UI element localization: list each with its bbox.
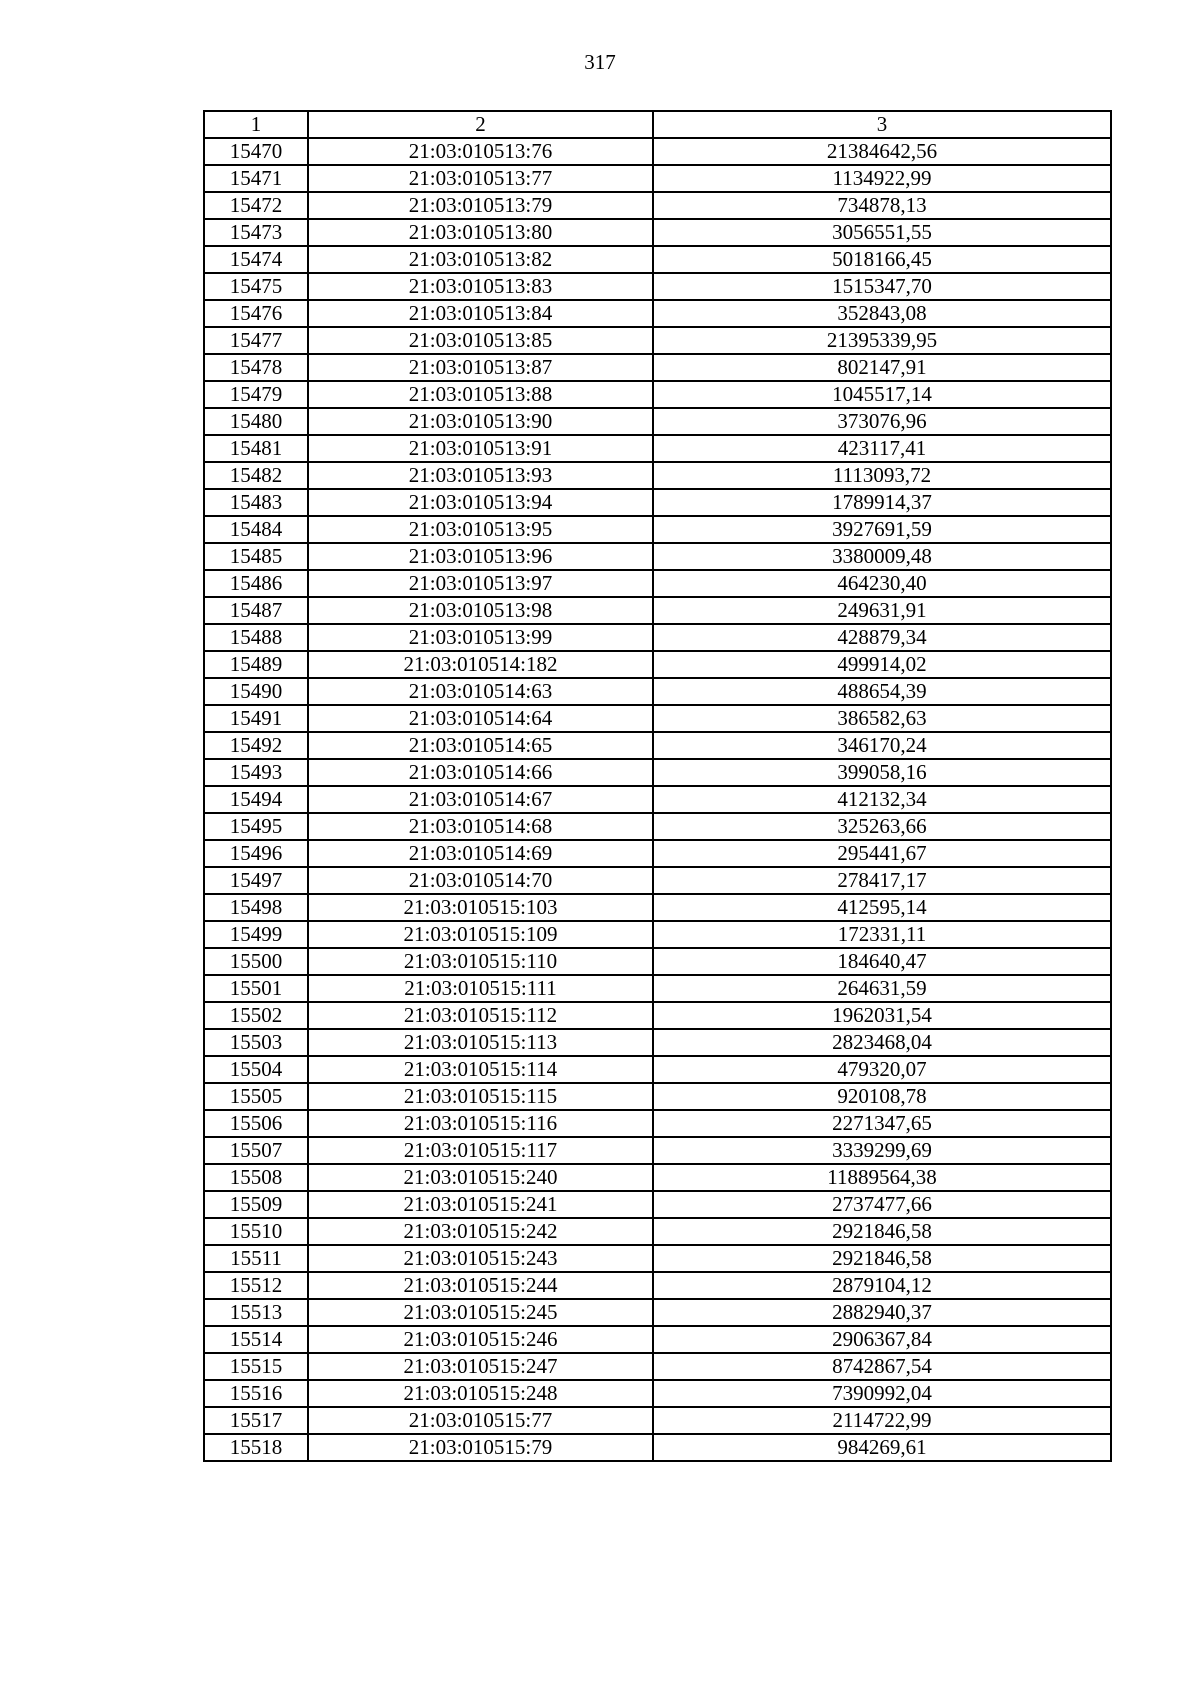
row-number-cell: 15513 — [204, 1299, 308, 1326]
value-cell: 278417,17 — [653, 867, 1111, 894]
table-row — [204, 570, 1111, 597]
cadastral-number-cell: 21:03:010515:111 — [308, 975, 653, 1002]
row-number-cell: 15504 — [204, 1056, 308, 1083]
row-number-cell: 15476 — [204, 300, 308, 327]
value-cell: 264631,59 — [653, 975, 1111, 1002]
value-cell: 11889564,38 — [653, 1164, 1111, 1191]
row-number-cell: 15483 — [204, 489, 308, 516]
row-number-cell: 15475 — [204, 273, 308, 300]
value-cell: 249631,91 — [653, 597, 1111, 624]
value-cell: 423117,41 — [653, 435, 1111, 462]
table-row — [204, 1299, 1111, 1326]
value-cell: 2879104,12 — [653, 1272, 1111, 1299]
table-header — [204, 111, 1111, 138]
cadastral-number-cell: 21:03:010515:115 — [308, 1083, 653, 1110]
value-cell: 1789914,37 — [653, 489, 1111, 516]
value-cell: 464230,40 — [653, 570, 1111, 597]
header-row — [204, 111, 1111, 138]
table-row — [204, 435, 1111, 462]
table-row — [204, 597, 1111, 624]
cadastral-number-cell: 21:03:010513:96 — [308, 543, 653, 570]
row-number-cell: 15497 — [204, 867, 308, 894]
cadastral-number-cell: 21:03:010513:99 — [308, 624, 653, 651]
table-row — [204, 462, 1111, 489]
value-cell: 5018166,45 — [653, 246, 1111, 273]
table-row — [204, 1110, 1111, 1137]
cadastral-number-cell: 21:03:010513:77 — [308, 165, 653, 192]
value-cell: 325263,66 — [653, 813, 1111, 840]
row-number-cell: 15480 — [204, 408, 308, 435]
column-header-2: 2 — [308, 111, 653, 138]
cadastral-number-cell: 21:03:010515:248 — [308, 1380, 653, 1407]
value-cell: 920108,78 — [653, 1083, 1111, 1110]
cadastral-number-cell: 21:03:010515:112 — [308, 1002, 653, 1029]
value-cell: 499914,02 — [653, 651, 1111, 678]
table-row — [204, 1029, 1111, 1056]
cadastral-number-cell: 21:03:010515:245 — [308, 1299, 653, 1326]
row-number-cell: 15487 — [204, 597, 308, 624]
row-number-cell: 15490 — [204, 678, 308, 705]
table-row — [204, 1353, 1111, 1380]
cadastral-number-cell: 21:03:010515:247 — [308, 1353, 653, 1380]
table-row — [204, 1164, 1111, 1191]
table-row — [204, 948, 1111, 975]
row-number-cell: 15482 — [204, 462, 308, 489]
table-row — [204, 759, 1111, 786]
column-header-3: 3 — [653, 111, 1111, 138]
row-number-cell: 15515 — [204, 1353, 308, 1380]
table-row — [204, 381, 1111, 408]
cadastral-number-cell: 21:03:010513:98 — [308, 597, 653, 624]
cadastral-number-cell: 21:03:010513:79 — [308, 192, 653, 219]
cadastral-number-cell: 21:03:010515:116 — [308, 1110, 653, 1137]
table-row — [204, 327, 1111, 354]
value-cell: 1045517,14 — [653, 381, 1111, 408]
cadastre-table — [203, 110, 1112, 1462]
row-number-cell: 15471 — [204, 165, 308, 192]
value-cell: 734878,13 — [653, 192, 1111, 219]
row-number-cell: 15489 — [204, 651, 308, 678]
table-row — [204, 489, 1111, 516]
value-cell: 2882940,37 — [653, 1299, 1111, 1326]
cadastral-number-cell: 21:03:010515:242 — [308, 1218, 653, 1245]
table-row — [204, 894, 1111, 921]
table-row — [204, 1137, 1111, 1164]
cadastral-number-cell: 21:03:010515:79 — [308, 1434, 653, 1461]
value-cell: 172331,11 — [653, 921, 1111, 948]
cadastral-number-cell: 21:03:010514:70 — [308, 867, 653, 894]
table-row — [204, 624, 1111, 651]
cadastral-number-cell: 21:03:010513:97 — [308, 570, 653, 597]
table-row — [204, 138, 1111, 165]
table-row — [204, 165, 1111, 192]
row-number-cell: 15477 — [204, 327, 308, 354]
value-cell: 386582,63 — [653, 705, 1111, 732]
value-cell: 21384642,56 — [653, 138, 1111, 165]
table-row — [204, 1434, 1111, 1461]
row-number-cell: 15474 — [204, 246, 308, 273]
row-number-cell: 15511 — [204, 1245, 308, 1272]
table-row — [204, 408, 1111, 435]
cadastral-number-cell: 21:03:010513:85 — [308, 327, 653, 354]
value-cell: 1962031,54 — [653, 1002, 1111, 1029]
cadastral-number-cell: 21:03:010515:109 — [308, 921, 653, 948]
cadastral-number-cell: 21:03:010513:94 — [308, 489, 653, 516]
table-row — [204, 678, 1111, 705]
row-number-cell: 15495 — [204, 813, 308, 840]
row-number-cell: 15492 — [204, 732, 308, 759]
row-number-cell: 15499 — [204, 921, 308, 948]
value-cell: 352843,08 — [653, 300, 1111, 327]
value-cell: 802147,91 — [653, 354, 1111, 381]
value-cell: 399058,16 — [653, 759, 1111, 786]
row-number-cell: 15491 — [204, 705, 308, 732]
value-cell: 346170,24 — [653, 732, 1111, 759]
cadastral-number-cell: 21:03:010515:243 — [308, 1245, 653, 1272]
value-cell: 428879,34 — [653, 624, 1111, 651]
row-number-cell: 15486 — [204, 570, 308, 597]
row-number-cell: 15505 — [204, 1083, 308, 1110]
table-row — [204, 1272, 1111, 1299]
page-number: 317 — [584, 50, 616, 74]
cadastral-number-cell: 21:03:010514:69 — [308, 840, 653, 867]
value-cell: 984269,61 — [653, 1434, 1111, 1461]
table-row — [204, 354, 1111, 381]
cadastral-number-cell: 21:03:010514:67 — [308, 786, 653, 813]
value-cell: 184640,47 — [653, 948, 1111, 975]
value-cell: 2823468,04 — [653, 1029, 1111, 1056]
cadastral-number-cell: 21:03:010513:93 — [308, 462, 653, 489]
row-number-cell: 15484 — [204, 516, 308, 543]
cadastral-number-cell: 21:03:010515:114 — [308, 1056, 653, 1083]
table-row — [204, 1083, 1111, 1110]
table-row — [204, 975, 1111, 1002]
table-body — [204, 138, 1111, 1461]
cadastral-number-cell: 21:03:010515:110 — [308, 948, 653, 975]
cadastral-number-cell: 21:03:010515:103 — [308, 894, 653, 921]
row-number-cell: 15479 — [204, 381, 308, 408]
value-cell: 488654,39 — [653, 678, 1111, 705]
cadastral-number-cell: 21:03:010514:68 — [308, 813, 653, 840]
row-number-cell: 15473 — [204, 219, 308, 246]
cadastral-number-cell: 21:03:010515:240 — [308, 1164, 653, 1191]
cadastral-number-cell: 21:03:010513:82 — [308, 246, 653, 273]
table-row — [204, 1326, 1111, 1353]
cadastral-number-cell: 21:03:010513:95 — [308, 516, 653, 543]
table-row — [204, 705, 1111, 732]
table-row — [204, 1407, 1111, 1434]
table-row — [204, 1056, 1111, 1083]
value-cell: 21395339,95 — [653, 327, 1111, 354]
row-number-cell: 15503 — [204, 1029, 308, 1056]
value-cell: 3380009,48 — [653, 543, 1111, 570]
cadastral-number-cell: 21:03:010513:84 — [308, 300, 653, 327]
row-number-cell: 15506 — [204, 1110, 308, 1137]
table-row — [204, 867, 1111, 894]
row-number-cell: 15518 — [204, 1434, 308, 1461]
value-cell: 3339299,69 — [653, 1137, 1111, 1164]
table-row — [204, 300, 1111, 327]
row-number-cell: 15488 — [204, 624, 308, 651]
value-cell: 2921846,58 — [653, 1218, 1111, 1245]
table-row — [204, 732, 1111, 759]
cadastral-number-cell: 21:03:010514:65 — [308, 732, 653, 759]
value-cell: 2271347,65 — [653, 1110, 1111, 1137]
value-cell: 3056551,55 — [653, 219, 1111, 246]
row-number-cell: 15500 — [204, 948, 308, 975]
cadastral-number-cell: 21:03:010515:77 — [308, 1407, 653, 1434]
value-cell: 2114722,99 — [653, 1407, 1111, 1434]
value-cell: 412132,34 — [653, 786, 1111, 813]
table-row — [204, 1218, 1111, 1245]
table-row — [204, 786, 1111, 813]
row-number-cell: 15496 — [204, 840, 308, 867]
row-number-cell: 15507 — [204, 1137, 308, 1164]
row-number-cell: 15478 — [204, 354, 308, 381]
row-number-cell: 15509 — [204, 1191, 308, 1218]
table-row — [204, 840, 1111, 867]
value-cell: 7390992,04 — [653, 1380, 1111, 1407]
cadastral-number-cell: 21:03:010513:80 — [308, 219, 653, 246]
table-row — [204, 219, 1111, 246]
row-number-cell: 15485 — [204, 543, 308, 570]
cadastral-number-cell: 21:03:010515:246 — [308, 1326, 653, 1353]
cadastral-number-cell: 21:03:010514:66 — [308, 759, 653, 786]
row-number-cell: 15472 — [204, 192, 308, 219]
cadastral-number-cell: 21:03:010513:87 — [308, 354, 653, 381]
row-number-cell: 15514 — [204, 1326, 308, 1353]
cadastral-number-cell: 21:03:010514:64 — [308, 705, 653, 732]
cadastral-number-cell: 21:03:010515:241 — [308, 1191, 653, 1218]
row-number-cell: 15502 — [204, 1002, 308, 1029]
value-cell: 412595,14 — [653, 894, 1111, 921]
table-row — [204, 246, 1111, 273]
row-number-cell: 15493 — [204, 759, 308, 786]
cadastral-number-cell: 21:03:010514:63 — [308, 678, 653, 705]
table-row — [204, 921, 1111, 948]
value-cell: 3927691,59 — [653, 516, 1111, 543]
value-cell: 2906367,84 — [653, 1326, 1111, 1353]
value-cell: 1113093,72 — [653, 462, 1111, 489]
cadastral-number-cell: 21:03:010513:83 — [308, 273, 653, 300]
cadastral-number-cell: 21:03:010513:76 — [308, 138, 653, 165]
row-number-cell: 15508 — [204, 1164, 308, 1191]
row-number-cell: 15517 — [204, 1407, 308, 1434]
cadastral-number-cell: 21:03:010514:182 — [308, 651, 653, 678]
table-row — [204, 1191, 1111, 1218]
value-cell: 295441,67 — [653, 840, 1111, 867]
value-cell: 1515347,70 — [653, 273, 1111, 300]
value-cell: 8742867,54 — [653, 1353, 1111, 1380]
table-row — [204, 273, 1111, 300]
row-number-cell: 15498 — [204, 894, 308, 921]
row-number-cell: 15512 — [204, 1272, 308, 1299]
value-cell: 2737477,66 — [653, 1191, 1111, 1218]
value-cell: 373076,96 — [653, 408, 1111, 435]
table-row — [204, 192, 1111, 219]
cadastral-number-cell: 21:03:010515:244 — [308, 1272, 653, 1299]
row-number-cell: 15501 — [204, 975, 308, 1002]
cadastral-number-cell: 21:03:010513:91 — [308, 435, 653, 462]
table-row — [204, 543, 1111, 570]
row-number-cell: 15470 — [204, 138, 308, 165]
value-cell: 1134922,99 — [653, 165, 1111, 192]
value-cell: 479320,07 — [653, 1056, 1111, 1083]
table-row — [204, 651, 1111, 678]
table-row — [204, 1380, 1111, 1407]
row-number-cell: 15481 — [204, 435, 308, 462]
table-row — [204, 1245, 1111, 1272]
cadastral-number-cell: 21:03:010515:117 — [308, 1137, 653, 1164]
row-number-cell: 15494 — [204, 786, 308, 813]
value-cell: 2921846,58 — [653, 1245, 1111, 1272]
column-header-1: 1 — [204, 111, 308, 138]
table-row — [204, 1002, 1111, 1029]
cadastral-number-cell: 21:03:010515:113 — [308, 1029, 653, 1056]
table-row — [204, 516, 1111, 543]
cadastral-number-cell: 21:03:010513:90 — [308, 408, 653, 435]
row-number-cell: 15516 — [204, 1380, 308, 1407]
cadastral-number-cell: 21:03:010513:88 — [308, 381, 653, 408]
row-number-cell: 15510 — [204, 1218, 308, 1245]
table-row — [204, 813, 1111, 840]
